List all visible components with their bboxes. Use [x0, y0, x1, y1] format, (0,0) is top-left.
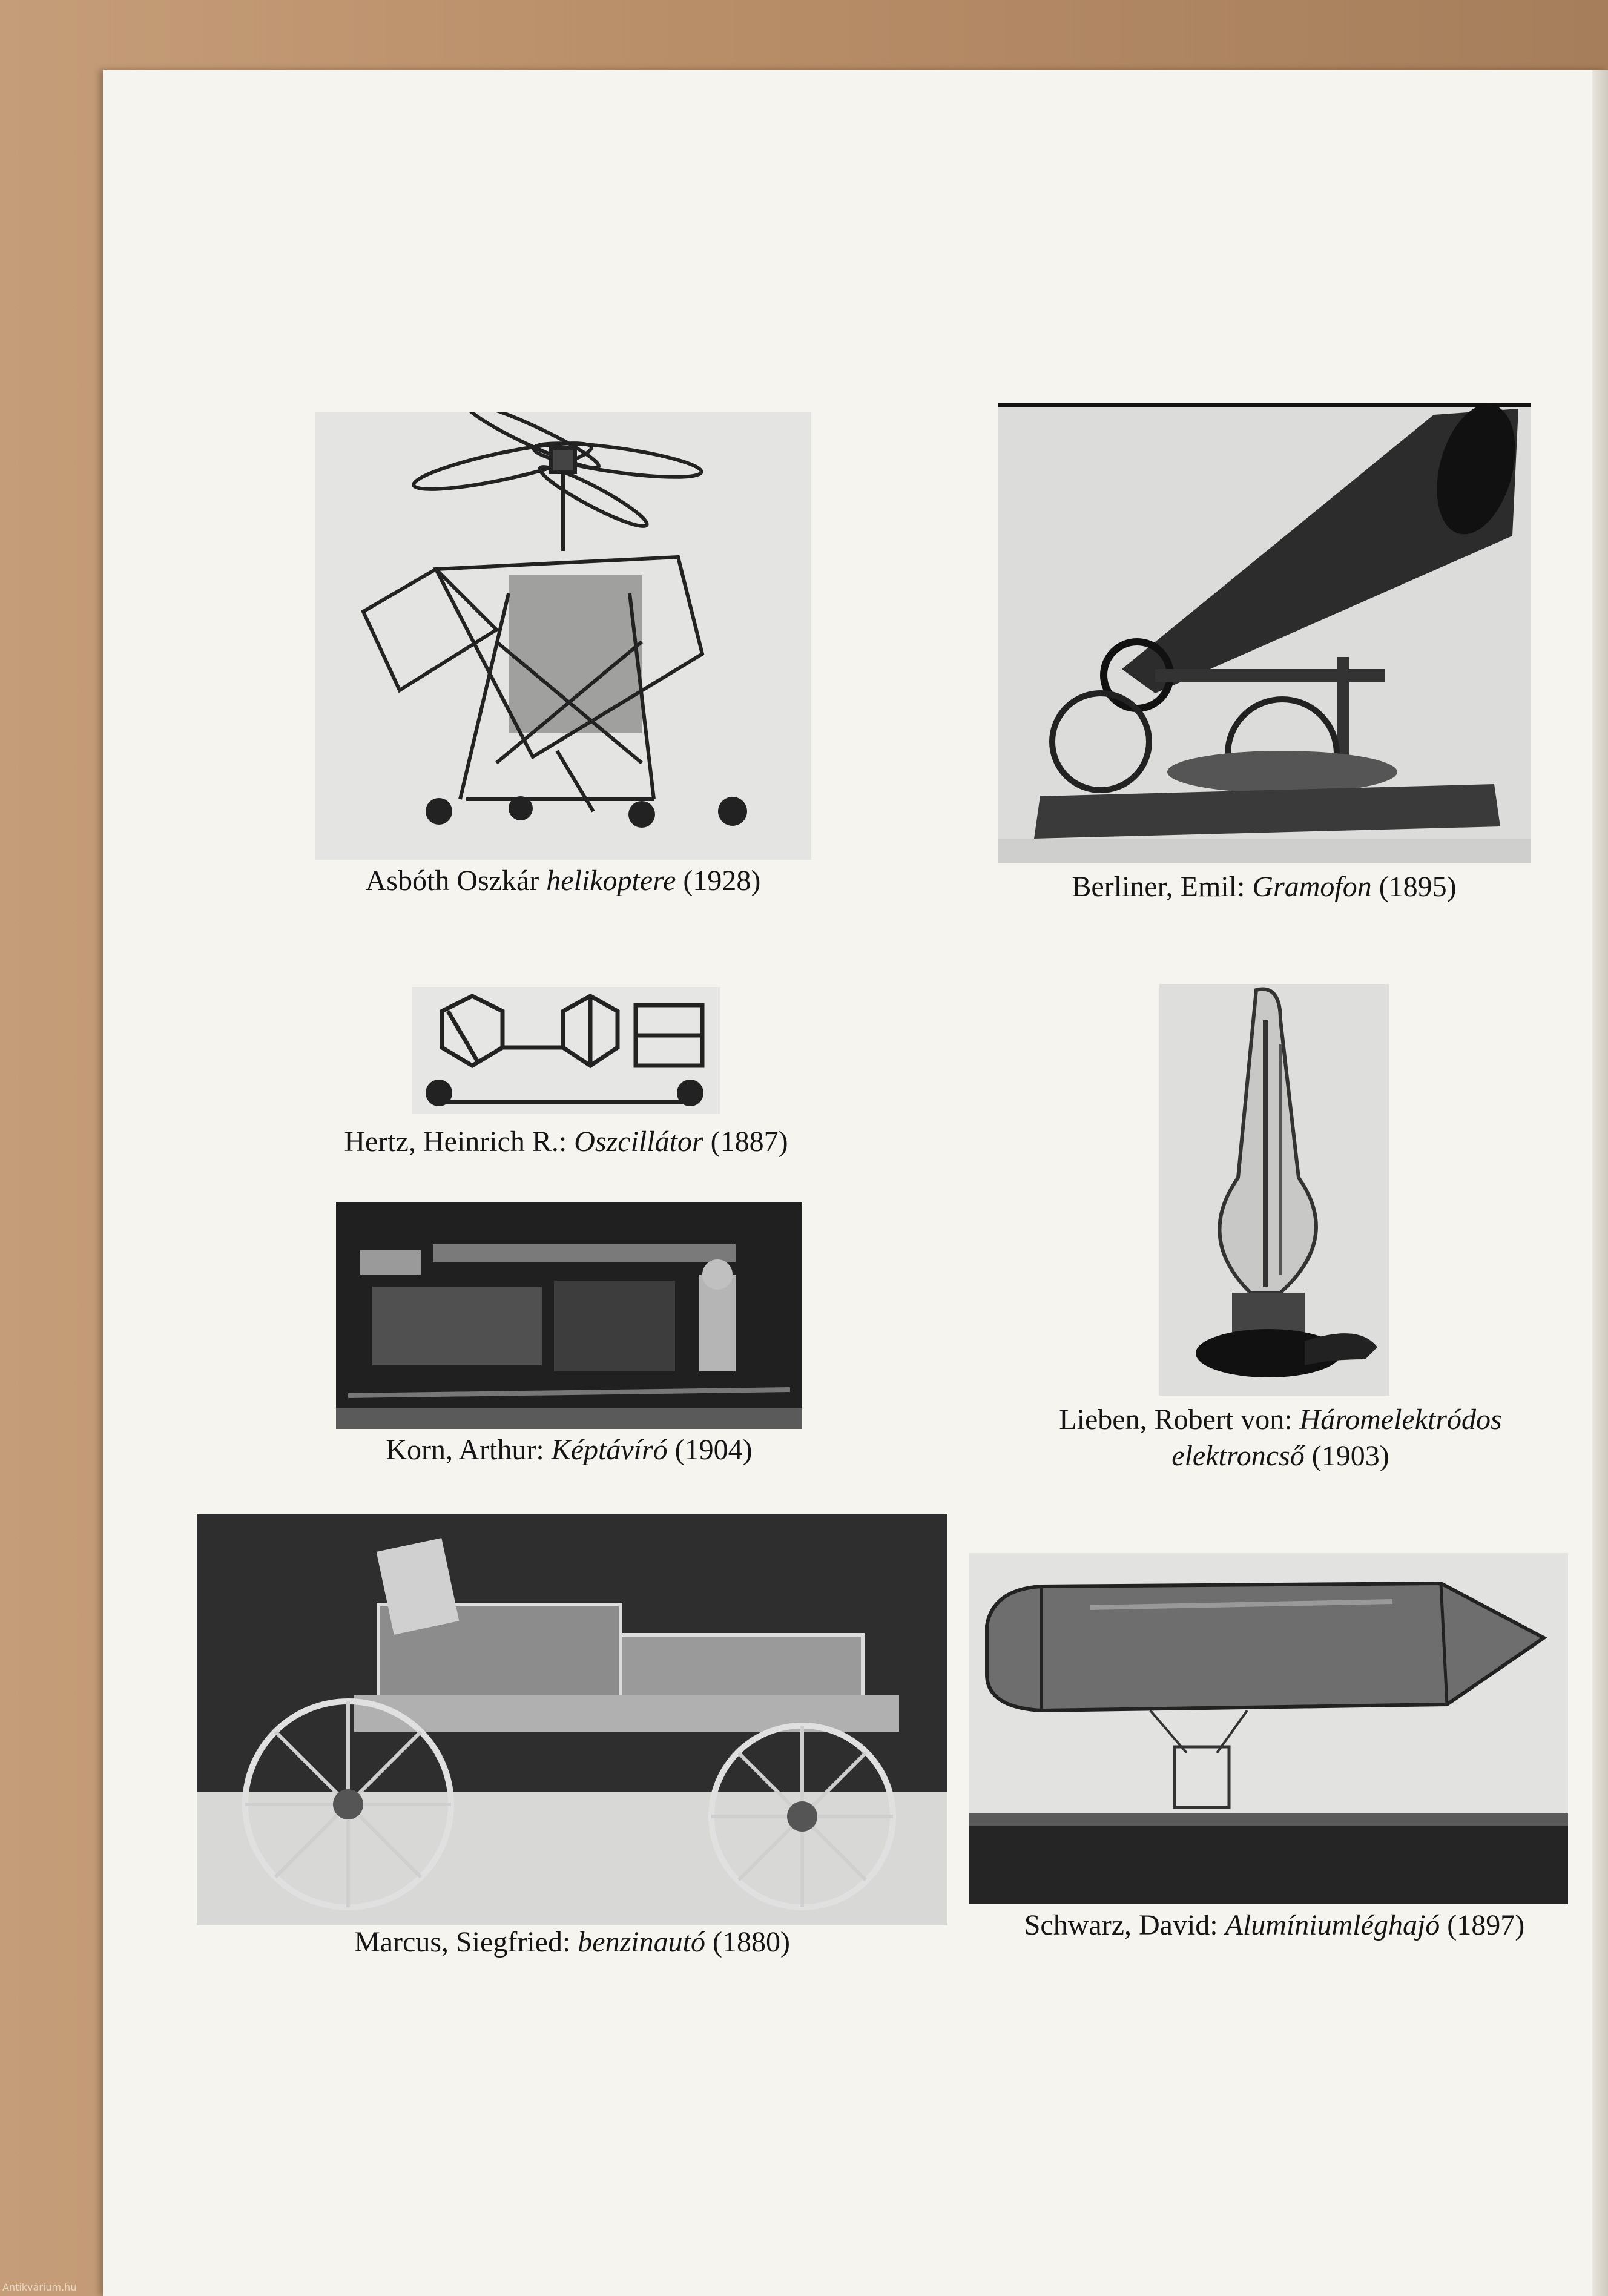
helicopter-caption	[315, 863, 811, 899]
helicopter-photo	[315, 412, 811, 860]
caption-year: (1880)	[705, 1926, 790, 1958]
gramophone-drawing	[998, 403, 1531, 863]
caption-text: Marcus, Siegfried:	[354, 1926, 578, 1958]
caption-title: Háromelektródos	[1299, 1404, 1502, 1436]
airship-caption	[969, 1907, 1580, 1944]
caption-title: Gramofon	[1252, 871, 1372, 903]
oscillator-photo	[412, 987, 720, 1114]
caption-text: Korn, Arthur:	[386, 1434, 552, 1466]
caption-year: (1903)	[1304, 1440, 1389, 1472]
caption-title: helikoptere	[546, 865, 676, 897]
airship-drawing	[969, 1553, 1568, 1904]
caption-title-cont: elektroncső	[1171, 1440, 1305, 1472]
caption-text: Berliner, Emil:	[1072, 871, 1253, 903]
caption-title: Oszcillátor	[574, 1126, 704, 1158]
caption-title: benzinautó	[578, 1926, 705, 1958]
watermark: Antikvárium.hu	[2, 2281, 77, 2293]
caption-text: Lieben, Robert von:	[1059, 1404, 1300, 1436]
caption-year: (1897)	[1440, 1909, 1525, 1941]
caption-text: Hertz, Heinrich R.:	[344, 1126, 575, 1158]
caption-line-2	[993, 1438, 1568, 1474]
caption-year: (1895)	[1371, 871, 1457, 903]
car-photo	[197, 1514, 947, 1925]
caption-year: (1904)	[667, 1434, 753, 1466]
caption-title: Képtávíró	[551, 1434, 668, 1466]
helicopter-drawing	[315, 412, 811, 860]
car-caption	[197, 1924, 947, 1961]
caption-line-1	[993, 1402, 1568, 1438]
tube-caption	[993, 1402, 1568, 1474]
car-drawing	[197, 1514, 947, 1925]
caption-title: Alumíniumléghajó	[1225, 1909, 1440, 1941]
tube-photo	[1159, 984, 1389, 1396]
oscillator-caption	[291, 1124, 842, 1160]
airship-photo	[969, 1553, 1568, 1904]
caption-year: (1928)	[676, 865, 761, 897]
telegraph-caption	[336, 1432, 802, 1468]
gramophone-photo	[998, 403, 1531, 863]
page-edge	[1592, 70, 1608, 2296]
tube-drawing	[1159, 984, 1389, 1396]
telegraph-photo	[336, 1202, 802, 1429]
telegraph-drawing	[336, 1202, 802, 1429]
caption-year: (1887)	[703, 1126, 788, 1158]
caption-text: Schwarz, David:	[1024, 1909, 1225, 1941]
caption-text: Asbóth Oszkár	[365, 865, 547, 897]
oscillator-drawing	[412, 987, 720, 1114]
gramophone-caption	[998, 869, 1531, 905]
